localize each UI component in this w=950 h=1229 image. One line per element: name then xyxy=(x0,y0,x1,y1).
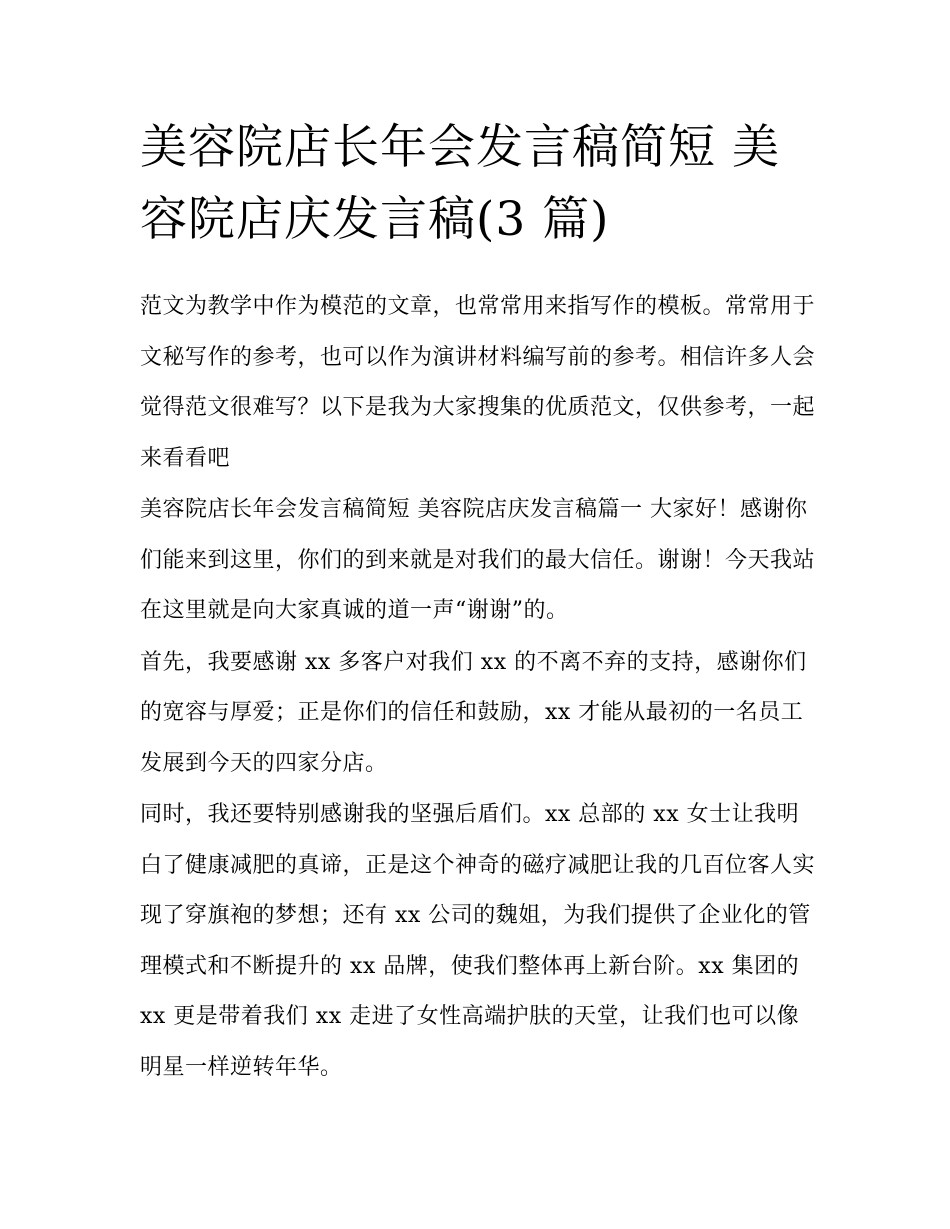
paragraph-thanks-clients: 首先，我要感谢 xx 多客户对我们 xx 的不离不弃的支持，感谢你们的宽容与厚爱；正是你们的信任和鼓励，xx 才能从最初的一名员工发展到今天的四家分店。 xyxy=(140,649,807,776)
paragraph-intro: 范文为教学中作为模范的文章，也常常用来指写作的模板。常常用于文秘写作的参考，也可以作为演讲材料编写前的参考。相信许多人会觉得范文很难写？以下是我为大家搜集的优质范文，仅供参考，一起来看看吧 xyxy=(140,294,816,471)
document-page xyxy=(140,112,815,1093)
paragraph-greeting: 美容院店长年会发言稿简短 美容院店庆发言稿篇一 大家好！感谢你们能来到这里，你们的到来就是对我们的最大信任。谢谢！今天我站在这里就是向大家真诚的道一声“谢谢”的。 xyxy=(140,497,816,623)
paragraph-thanks-partners: 同时，我还要特别感谢我的坚强后盾们。xx 总部的 xx 女士让我明白了健康减肥的真谛，正是这个神奇的磁疗减肥让我的几百位客人实现了穿旗袍的梦想；还有 xx 公司的魏姐，为我们提供了企业化的管理模式和不断提升的 xx 品牌，使我们整体再上新台阶。xx 集团的 xx 更是带着我们 xx 走进了女性高端护肤的天堂，让我们也可以像明星一样逆转年华。 xyxy=(140,802,816,1080)
document-title: 美容院店长年会发言稿简短 美容院店庆发言稿(3 篇) xyxy=(140,120,780,247)
